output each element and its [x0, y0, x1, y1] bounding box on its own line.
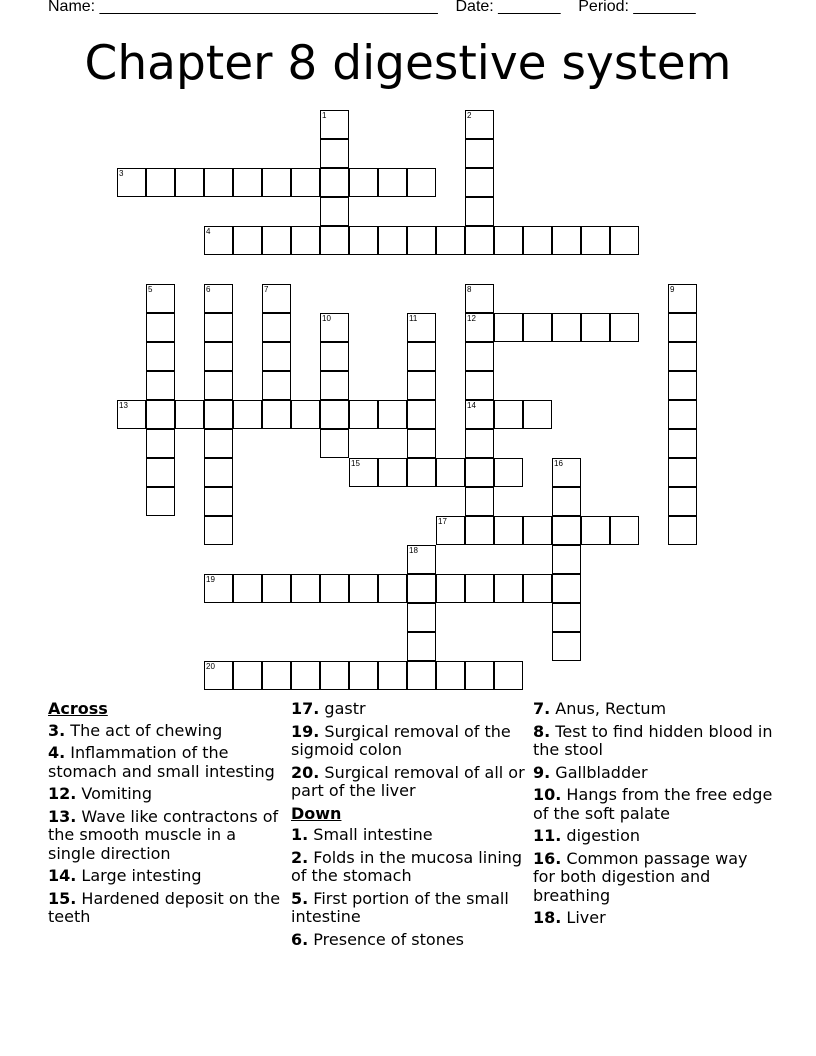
grid-cell[interactable] [262, 371, 291, 400]
grid-cell[interactable] [320, 168, 349, 197]
grid-cell[interactable] [465, 574, 494, 603]
grid-cell[interactable] [204, 284, 233, 313]
grid-cell[interactable] [465, 661, 494, 690]
grid-cell[interactable] [465, 516, 494, 545]
cell-number: 16 [554, 459, 563, 468]
grid-cell[interactable] [349, 168, 378, 197]
cell-number: 20 [206, 662, 215, 671]
clue-text: Liver [561, 908, 606, 927]
grid-cell[interactable] [494, 226, 523, 255]
grid-cell[interactable] [436, 661, 465, 690]
grid-cell[interactable] [262, 226, 291, 255]
clue-text: Anus, Rectum [550, 699, 667, 718]
clue-number: 14. [48, 866, 77, 885]
grid-cell[interactable] [204, 371, 233, 400]
grid-cell[interactable] [320, 226, 349, 255]
grid-cell[interactable] [320, 110, 349, 139]
grid-cell[interactable] [407, 400, 436, 429]
clue-number: 20. [291, 762, 320, 782]
grid-cell[interactable] [320, 197, 349, 226]
grid-cell[interactable] [291, 400, 320, 429]
grid-cell[interactable] [668, 458, 697, 487]
grid-cell[interactable] [320, 371, 349, 400]
grid-cell[interactable] [349, 226, 378, 255]
grid-cell[interactable] [204, 400, 233, 429]
grid-cell[interactable] [552, 226, 581, 255]
grid-cell[interactable] [262, 342, 291, 371]
clue-number: 8. [533, 721, 551, 741]
grid-cell[interactable] [407, 429, 436, 458]
grid-cell[interactable] [668, 516, 697, 545]
clue-column-2 [291, 700, 531, 953]
clue-number: 4. [48, 743, 66, 762]
cell-number: 6 [206, 285, 211, 294]
clue-text: The act of chewing [65, 720, 223, 740]
grid-cell[interactable] [465, 226, 494, 255]
cell-number: 14 [467, 401, 476, 410]
grid-cell[interactable] [407, 603, 436, 632]
grid-cell[interactable] [407, 545, 436, 574]
grid-cell[interactable] [465, 197, 494, 226]
grid-cell[interactable] [117, 400, 146, 429]
grid-cell[interactable] [523, 574, 552, 603]
clue-text: Surgical removal of all or part of the liver [291, 762, 525, 800]
clue-text: Gallbladder [550, 762, 648, 782]
grid-cell[interactable] [407, 661, 436, 690]
grid-cell[interactable] [465, 168, 494, 197]
grid-cell[interactable] [204, 226, 233, 255]
clue-item [48, 890, 288, 927]
across-heading: Across [48, 699, 108, 718]
grid-cell[interactable] [552, 545, 581, 574]
cell-number: 5 [148, 285, 153, 294]
grid-cell[interactable] [204, 574, 233, 603]
grid-cell[interactable] [552, 574, 581, 603]
clue-item [533, 786, 773, 823]
clue-text: Test to find hidden blood in the stool [533, 721, 773, 759]
clue-item [291, 931, 531, 950]
grid-cell[interactable] [494, 458, 523, 487]
cell-number: 12 [467, 314, 476, 323]
grid-cell[interactable] [349, 458, 378, 487]
grid-cell[interactable] [378, 574, 407, 603]
grid-cell[interactable] [465, 458, 494, 487]
clue-number: 13. [48, 806, 77, 826]
clue-number: 16. [533, 848, 562, 868]
clue-item [291, 890, 531, 927]
grid-cell[interactable] [581, 516, 610, 545]
clue-number: 7. [533, 699, 551, 718]
grid-cell[interactable] [610, 313, 639, 342]
grid-cell[interactable] [552, 632, 581, 661]
clue-number: 15. [48, 888, 77, 908]
grid-cell[interactable] [262, 313, 291, 342]
grid-cell[interactable] [552, 458, 581, 487]
clue-text: Hangs from the free edge of the soft palate [533, 785, 773, 823]
grid-cell[interactable] [349, 574, 378, 603]
grid-cell[interactable] [146, 168, 175, 197]
grid-cell[interactable] [378, 400, 407, 429]
grid-cell[interactable] [320, 400, 349, 429]
grid-cell[interactable] [233, 168, 262, 197]
clue-item [533, 827, 773, 846]
grid-cell[interactable] [233, 661, 262, 690]
grid-cell[interactable] [291, 661, 320, 690]
clue-text: gastr [319, 699, 366, 718]
clue-text: First portion of the small intestine [291, 888, 509, 926]
grid-cell[interactable] [320, 661, 349, 690]
clue-number: 18. [533, 908, 562, 927]
clue-text: Inflammation of the stomach and small intesting [48, 743, 275, 781]
grid-cell[interactable] [465, 400, 494, 429]
clue-number: 10. [533, 785, 562, 804]
grid-cell[interactable] [146, 400, 175, 429]
grid-cell[interactable] [494, 661, 523, 690]
clue-item [48, 785, 288, 804]
grid-cell[interactable] [233, 400, 262, 429]
grid-cell[interactable] [233, 226, 262, 255]
clue-number: 3. [48, 720, 66, 740]
clue-number: 1. [291, 825, 309, 844]
grid-cell[interactable] [146, 313, 175, 342]
grid-cell[interactable] [523, 313, 552, 342]
grid-cell[interactable] [465, 342, 494, 371]
grid-cell[interactable] [523, 226, 552, 255]
grid-cell[interactable] [465, 313, 494, 342]
grid-cell[interactable] [407, 574, 436, 603]
clue-number: 5. [291, 888, 309, 908]
grid-cell[interactable] [407, 342, 436, 371]
grid-cell[interactable] [465, 110, 494, 139]
cell-number: 8 [467, 285, 472, 294]
grid-cell[interactable] [465, 284, 494, 313]
grid-cell[interactable] [523, 400, 552, 429]
grid-cell[interactable] [668, 400, 697, 429]
clue-number: 17. [291, 699, 320, 718]
grid-cell[interactable] [320, 429, 349, 458]
grid-cell[interactable] [378, 661, 407, 690]
clue-item [291, 764, 531, 801]
grid-cell[interactable] [349, 661, 378, 690]
clue-column-1 [48, 700, 288, 931]
clue-text: Presence of stones [308, 929, 465, 949]
clue-item [533, 700, 773, 719]
cell-number: 17 [438, 517, 447, 526]
grid-cell[interactable] [436, 516, 465, 545]
clue-item [291, 723, 531, 760]
grid-cell[interactable] [465, 429, 494, 458]
cell-number: 13 [119, 401, 128, 410]
grid-cell[interactable] [349, 400, 378, 429]
grid-cell[interactable] [668, 284, 697, 313]
grid-cell[interactable] [407, 632, 436, 661]
grid-cell[interactable] [494, 313, 523, 342]
cell-number: 7 [264, 285, 269, 294]
grid-cell[interactable] [436, 458, 465, 487]
grid-cell[interactable] [175, 400, 204, 429]
grid-cell[interactable] [146, 487, 175, 516]
grid-cell[interactable] [668, 429, 697, 458]
grid-cell[interactable] [523, 516, 552, 545]
grid-cell[interactable] [146, 284, 175, 313]
grid-cell[interactable] [378, 458, 407, 487]
grid-cell[interactable] [552, 603, 581, 632]
clue-item [48, 722, 288, 741]
clue-number: 9. [533, 762, 551, 782]
grid-cell[interactable] [146, 458, 175, 487]
grid-cell[interactable] [320, 313, 349, 342]
grid-cell[interactable] [204, 458, 233, 487]
grid-cell[interactable] [204, 342, 233, 371]
grid-cell[interactable] [668, 371, 697, 400]
down-heading: Down [291, 803, 342, 823]
grid-cell[interactable] [552, 487, 581, 516]
grid-cell[interactable] [204, 661, 233, 690]
grid-cell[interactable] [175, 168, 204, 197]
grid-cell[interactable] [204, 429, 233, 458]
grid-cell[interactable] [146, 371, 175, 400]
grid-cell[interactable] [407, 313, 436, 342]
grid-cell[interactable] [291, 226, 320, 255]
clue-item [48, 744, 288, 781]
clue-item [533, 723, 773, 760]
clue-number: 6. [291, 929, 309, 949]
clue-column-3 [533, 700, 773, 932]
clue-text: digestion [561, 826, 641, 845]
cell-number: 3 [119, 169, 124, 178]
grid-cell[interactable] [146, 342, 175, 371]
grid-cell[interactable] [262, 661, 291, 690]
grid-cell[interactable] [494, 574, 523, 603]
clue-item [291, 826, 531, 845]
cell-number: 9 [670, 285, 675, 294]
grid-cell[interactable] [291, 168, 320, 197]
clue-item [533, 909, 773, 928]
grid-cell[interactable] [291, 574, 320, 603]
cell-number: 15 [351, 459, 360, 468]
grid-cell[interactable] [610, 516, 639, 545]
grid-cell[interactable] [204, 313, 233, 342]
grid-cell[interactable] [117, 168, 146, 197]
cell-number: 2 [467, 111, 472, 120]
grid-cell[interactable] [668, 342, 697, 371]
clue-item [533, 764, 773, 783]
grid-cell[interactable] [407, 458, 436, 487]
grid-cell[interactable] [320, 139, 349, 168]
clue-number: 19. [291, 721, 320, 741]
grid-cell[interactable] [436, 574, 465, 603]
clue-text: Folds in the mucosa lining of the stomach [291, 847, 523, 885]
grid-cell[interactable] [610, 226, 639, 255]
grid-cell[interactable] [436, 226, 465, 255]
clue-item [291, 849, 531, 886]
cell-number: 19 [206, 575, 215, 584]
clue-text: Hardened deposit on the teeth [48, 888, 281, 926]
clue-item [48, 808, 288, 864]
grid-cell[interactable] [581, 226, 610, 255]
cell-number: 10 [322, 314, 331, 323]
grid-cell[interactable] [465, 371, 494, 400]
cell-number: 11 [409, 314, 418, 323]
grid-cell[interactable] [378, 226, 407, 255]
page-title: Chapter 8 digestive system [84, 36, 732, 91]
grid-cell[interactable] [378, 168, 407, 197]
grid-cell[interactable] [581, 313, 610, 342]
grid-cell[interactable] [233, 574, 262, 603]
clue-text: Wave like contractons of the smooth muscle in a single direction [48, 806, 279, 863]
grid-cell[interactable] [552, 516, 581, 545]
grid-cell[interactable] [204, 516, 233, 545]
grid-cell[interactable] [407, 226, 436, 255]
grid-cell[interactable] [552, 313, 581, 342]
cell-number: 4 [206, 227, 211, 236]
grid-cell[interactable] [407, 371, 436, 400]
grid-cell[interactable] [494, 400, 523, 429]
clue-text: Vomiting [76, 784, 152, 803]
clue-text: Large intesting [76, 866, 202, 885]
grid-cell[interactable] [320, 342, 349, 371]
student-info-line: Name: ______________________________________ Date: _______ Period: _______ [48, 0, 696, 15]
grid-cell[interactable] [668, 313, 697, 342]
grid-cell[interactable] [262, 574, 291, 603]
cell-number: 1 [322, 111, 327, 120]
clue-text: Common passage way for both digestion and breathing [533, 848, 748, 905]
clue-item [533, 850, 773, 906]
clue-number: 2. [291, 847, 309, 867]
grid-cell[interactable] [204, 168, 233, 197]
clue-number: 11. [533, 826, 562, 845]
grid-cell[interactable] [204, 487, 233, 516]
grid-cell[interactable] [262, 168, 291, 197]
grid-cell[interactable] [494, 516, 523, 545]
clue-item [48, 867, 288, 886]
clue-text: Surgical removal of the sigmoid colon [291, 721, 511, 759]
grid-cell[interactable] [320, 574, 349, 603]
cell-number: 18 [409, 546, 418, 555]
grid-cell[interactable] [465, 139, 494, 168]
clue-number: 12. [48, 784, 77, 803]
clue-item [291, 700, 531, 719]
grid-cell[interactable] [262, 284, 291, 313]
grid-cell[interactable] [465, 487, 494, 516]
grid-cell[interactable] [668, 487, 697, 516]
grid-cell[interactable] [146, 429, 175, 458]
grid-cell[interactable] [262, 400, 291, 429]
clue-text: Small intestine [308, 825, 433, 844]
grid-cell[interactable] [407, 168, 436, 197]
